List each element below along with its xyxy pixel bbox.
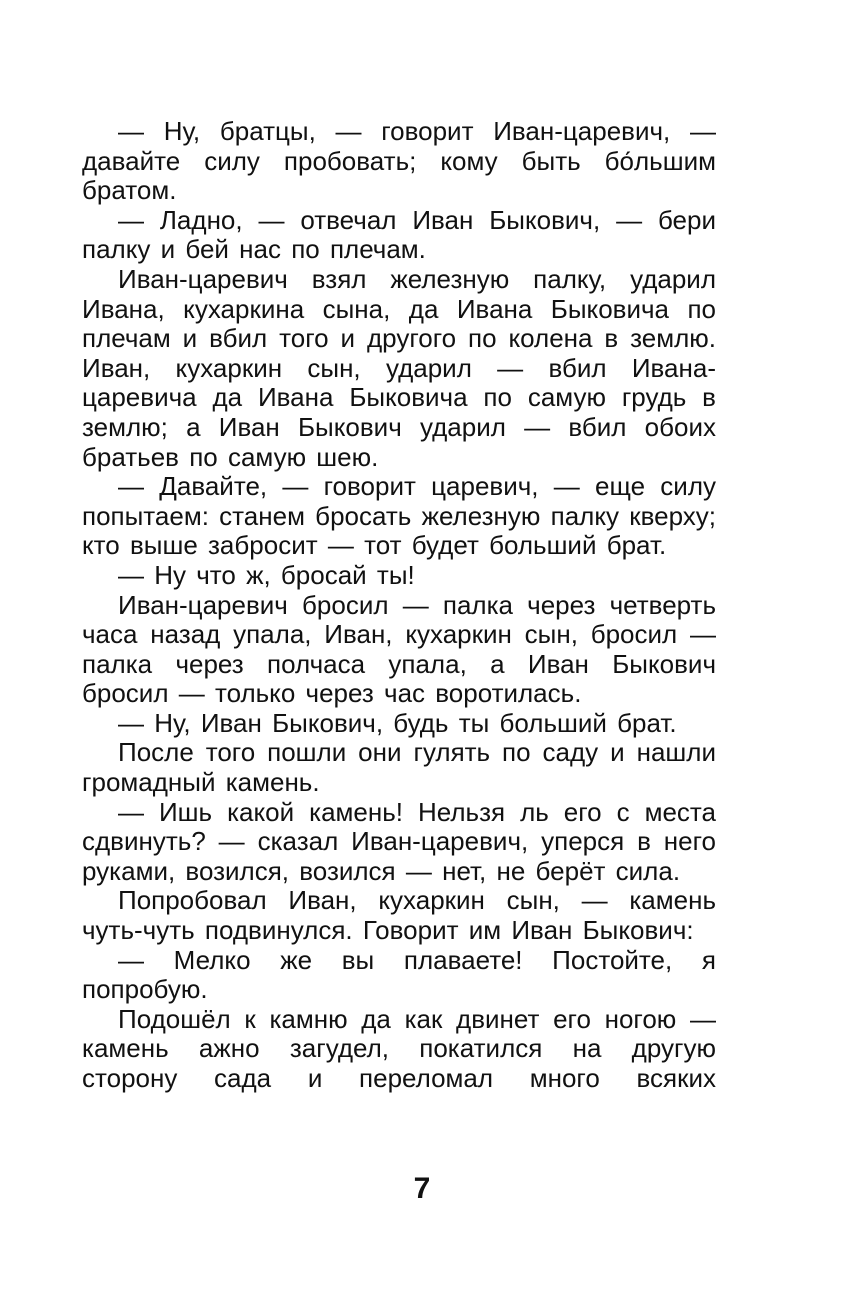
paragraph: Иван-царевич взял железную палку, ударил Ивана, кухаркина сына, да Ивана Быковича по плечам и вбил того и другого по колена в землю. Иван, кухаркин сын, ударил — вбил Ивана-царевича да Ивана Быковича по самую грудь в землю; а Иван Быкович ударил — вбил обоих братьев по самую шею. bbox=[82, 263, 716, 472]
paragraph: Попробовал Иван, кухаркин сын, — камень чуть-чуть подвинулся. Говорит им Иван Быкович: bbox=[82, 885, 716, 946]
paragraph: — Мелко же вы плаваете! Постойте, я попробую. bbox=[82, 944, 716, 1005]
paragraph: — Ну что ж, бросай ты! bbox=[118, 559, 415, 590]
paragraph: — Ну, Иван Быкович, будь ты больший брат. bbox=[118, 707, 677, 738]
paragraph: — Ладно, — отвечал Иван Быкович, — бери палку и бей нас по плечам. bbox=[82, 204, 716, 265]
paragraph: — Давайте, — говорит царевич, — еще силу попытаем: станем бросать железную палку кверху; кто выше забросит — тот будет больший брат. bbox=[82, 471, 716, 561]
page-number: 7 bbox=[413, 1172, 431, 1205]
paragraph: — Ну, братцы, — говорит Иван-царевич, — давайте силу пробовать; кому быть бо́льшим братом. bbox=[82, 116, 716, 206]
paragraph: Иван-царевич бросил — палка через четверть часа назад упала, Иван, кухаркин сын, бросил — палка через полчаса упала, а Иван Быкович бросил — только через час воротилась. bbox=[82, 589, 716, 709]
paragraph: Подошёл к камню да как двинет его ногою — камень ажно загудел, покатился на другую сторону сада и переломал много всяких bbox=[82, 1003, 716, 1093]
paragraph: После того пошли они гулять по саду и нашли громадный камень. bbox=[82, 737, 716, 798]
page-body bbox=[82, 117, 716, 1094]
paragraph: — Ишь какой камень! Нельзя ль его с места сдвинуть? — сказал Иван-царевич, уперся в него руками, возился, возился — нет, не берёт сила. bbox=[82, 796, 716, 886]
